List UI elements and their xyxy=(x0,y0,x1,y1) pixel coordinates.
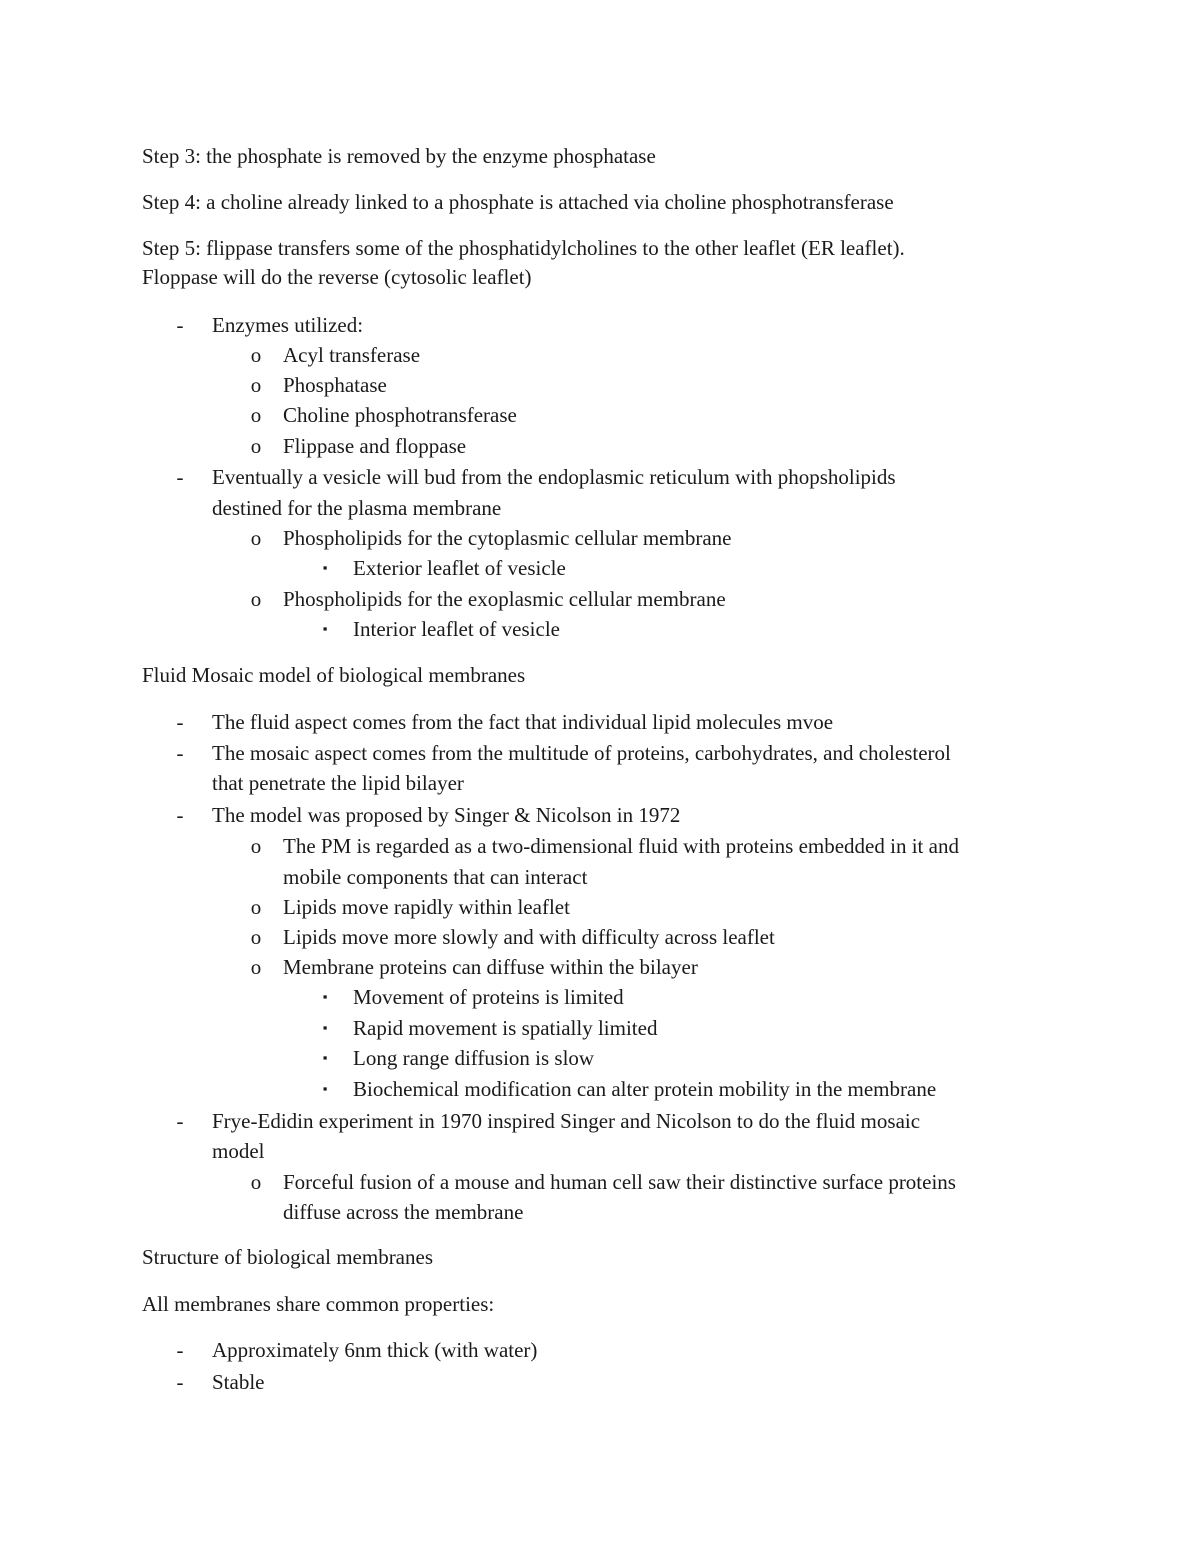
vesicle-bullet-continued: destined for the plasma membrane xyxy=(212,496,502,520)
list-item: Stable xyxy=(212,1370,265,1394)
list-item-continued: diffuse across the membrane xyxy=(283,1200,524,1224)
list-item: The model was proposed by Singer & Nicolson in 1972 xyxy=(212,803,681,827)
list-item-continued: model xyxy=(212,1139,265,1163)
square-bullet: ▪ xyxy=(322,1081,328,1096)
list-item: Acyl transferase xyxy=(283,343,421,367)
list-item: Phospholipids for the exoplasmic cellular membrane xyxy=(283,587,726,611)
list-item: Long range diffusion is slow xyxy=(353,1046,595,1070)
step-3: Step 3: the phosphate is removed by the enzyme phosphatase xyxy=(142,144,656,168)
circle-bullet: o xyxy=(250,1170,262,1194)
list-item: The mosaic aspect comes from the multitude of proteins, carbohydrates, and cholesterol xyxy=(212,741,951,765)
circle-bullet: o xyxy=(250,434,262,458)
list-item: Membrane proteins can diffuse within the bilayer xyxy=(283,955,698,979)
square-bullet: ▪ xyxy=(322,1050,328,1065)
list-item: Phospholipids for the cytoplasmic cellular membrane xyxy=(283,526,732,550)
list-item: Lipids move rapidly within leaflet xyxy=(283,895,570,919)
dash-bullet: - xyxy=(176,803,184,827)
list-item: Exterior leaflet of vesicle xyxy=(353,556,566,580)
list-item: Approximately 6nm thick (with water) xyxy=(212,1338,538,1362)
dash-bullet: - xyxy=(176,741,184,765)
list-item-continued: that penetrate the lipid bilayer xyxy=(212,771,464,795)
square-bullet: ▪ xyxy=(322,560,328,575)
list-item: Flippase and floppase xyxy=(283,434,467,458)
step-4: Step 4: a choline already linked to a phosphate is attached via choline phosphotransferase xyxy=(142,190,894,214)
list-item: The PM is regarded as a two-dimensional fluid with proteins embedded in it and xyxy=(283,834,959,858)
common-properties-heading: All membranes share common properties: xyxy=(142,1292,495,1316)
dash-bullet: - xyxy=(176,1338,184,1362)
list-item: Lipids move more slowly and with difficulty across leaflet xyxy=(283,925,775,949)
dash-bullet: - xyxy=(176,710,184,734)
list-item: Interior leaflet of vesicle xyxy=(353,617,560,641)
list-item: Biochemical modification can alter protein mobility in the membrane xyxy=(353,1077,937,1101)
vesicle-bullet: Eventually a vesicle will bud from the endoplasmic reticulum with phopsholipids xyxy=(212,465,896,489)
circle-bullet: o xyxy=(250,955,262,979)
step-5-continued: Floppase will do the reverse (cytosolic leaflet) xyxy=(142,265,532,289)
list-item: Phosphatase xyxy=(283,373,387,397)
circle-bullet: o xyxy=(250,343,262,367)
square-bullet: ▪ xyxy=(322,989,328,1004)
circle-bullet: o xyxy=(250,925,262,949)
list-item: Choline phosphotransferase xyxy=(283,403,517,427)
step-5: Step 5: flippase transfers some of the phosphatidylcholines to the other leaflet (ER leaflet). xyxy=(142,236,905,260)
dash-bullet: - xyxy=(176,1370,184,1394)
list-item: Rapid movement is spatially limited xyxy=(353,1016,658,1040)
list-item: Movement of proteins is limited xyxy=(353,985,624,1009)
circle-bullet: o xyxy=(250,526,262,550)
square-bullet: ▪ xyxy=(322,1020,328,1035)
dash-bullet: - xyxy=(176,1109,184,1133)
enzymes-utilized: Enzymes utilized: xyxy=(212,313,364,337)
dash-bullet: - xyxy=(176,465,184,489)
fluid-mosaic-heading: Fluid Mosaic model of biological membranes xyxy=(142,663,526,687)
square-bullet: ▪ xyxy=(322,621,328,636)
structure-heading: Structure of biological membranes xyxy=(142,1245,433,1269)
circle-bullet: o xyxy=(250,373,262,397)
circle-bullet: o xyxy=(250,587,262,611)
list-item: The fluid aspect comes from the fact that individual lipid molecules mvoe xyxy=(212,710,834,734)
dash-bullet: - xyxy=(176,313,184,337)
circle-bullet: o xyxy=(250,834,262,858)
circle-bullet: o xyxy=(250,403,262,427)
list-item: Forceful fusion of a mouse and human cell saw their distinctive surface proteins xyxy=(283,1170,956,1194)
circle-bullet: o xyxy=(250,895,262,919)
list-item: Frye-Edidin experiment in 1970 inspired Singer and Nicolson to do the fluid mosaic xyxy=(212,1109,921,1133)
list-item-continued: mobile components that can interact xyxy=(283,865,588,889)
